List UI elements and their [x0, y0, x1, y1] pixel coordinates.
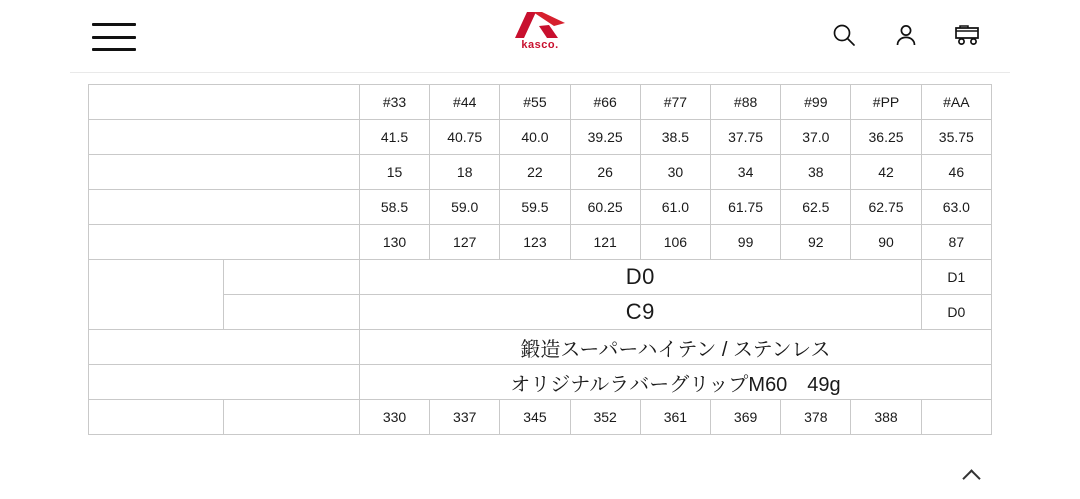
cell: 59.5: [500, 190, 570, 225]
row-header: クラブNO.: [89, 85, 360, 120]
table-row: [89, 120, 992, 155]
cell: 63.0: [921, 190, 991, 225]
spec-table: [88, 84, 992, 435]
cell: 121: [570, 225, 640, 260]
cell: 330: [359, 400, 429, 435]
cart-icon[interactable]: [951, 16, 985, 54]
cell: #99: [781, 85, 851, 120]
cell: 127: [430, 225, 500, 260]
cell: D1: [921, 260, 991, 295]
table-row: [89, 330, 992, 365]
row-header: ヘッド体積(ml): [89, 225, 360, 260]
cell: 130: [359, 225, 429, 260]
cell: 40.75: [430, 120, 500, 155]
cell: #55: [500, 85, 570, 120]
cell: 38: [781, 155, 851, 190]
cell: 36.25: [851, 120, 921, 155]
cell: 38.5: [640, 120, 710, 155]
cell: 58.5: [359, 190, 429, 225]
cell: 388: [851, 400, 921, 435]
cell: 39.25: [570, 120, 640, 155]
table-row: [89, 85, 992, 120]
cell-merged: C9: [359, 295, 921, 330]
cell: 345: [500, 400, 570, 435]
table-row: [89, 260, 992, 295]
cell: #33: [359, 85, 429, 120]
cell: [921, 400, 991, 435]
cell: 18: [430, 155, 500, 190]
row-subheader: S: [224, 260, 359, 295]
cell: 87: [921, 225, 991, 260]
row-header: ロフト角（°）: [89, 155, 360, 190]
cell-merged: オリジナルラバーグリップM60 49g: [359, 365, 991, 400]
row-subheader: R: [224, 295, 359, 330]
cell: #77: [640, 85, 710, 120]
menu-bar-2: [92, 36, 136, 39]
cell: #PP: [851, 85, 921, 120]
cell: 99: [710, 225, 780, 260]
user-icon[interactable]: [889, 16, 923, 54]
row-header: ライ角（°）: [89, 190, 360, 225]
cell: 61.75: [710, 190, 780, 225]
chevron-up-icon: [962, 469, 980, 487]
header-icon-group: [827, 16, 985, 54]
menu-icon[interactable]: [92, 23, 136, 51]
cell: 40.0: [500, 120, 570, 155]
row-header: グリップ: [89, 365, 360, 400]
cell: 123: [500, 225, 570, 260]
cell: #44: [430, 85, 500, 120]
menu-bar-3: [92, 48, 136, 51]
cell: 62.75: [851, 190, 921, 225]
logo-wordmark: kasco.: [521, 39, 559, 51]
table-row: [89, 155, 992, 190]
cell: #AA: [921, 85, 991, 120]
row-header: ヘッド素材: [89, 330, 360, 365]
scroll-to-top-button[interactable]: [950, 459, 992, 493]
table-row: [89, 190, 992, 225]
cell: #66: [570, 85, 640, 120]
cell: 37.75: [710, 120, 780, 155]
cell: 30: [640, 155, 710, 190]
cell: 361: [640, 400, 710, 435]
site-logo[interactable]: [495, 10, 585, 51]
left-margin: [0, 0, 70, 499]
cell: 41.5: [359, 120, 429, 155]
cell: #88: [710, 85, 780, 120]
cell: 22: [500, 155, 570, 190]
cell: 26: [570, 155, 640, 190]
cell: 42: [851, 155, 921, 190]
cell: 60.25: [570, 190, 640, 225]
right-margin: [1010, 0, 1080, 499]
cell: 369: [710, 400, 780, 435]
row-header: クラブ重さ（g）: [89, 400, 224, 435]
cell: 37.0: [781, 120, 851, 155]
menu-bar-1: [92, 23, 136, 26]
cell-merged: 鍛造スーパーハイテン / ステンレス: [359, 330, 991, 365]
cell: 92: [781, 225, 851, 260]
cell: 352: [570, 400, 640, 435]
cell-merged: D0: [359, 260, 921, 295]
cell: 35.75: [921, 120, 991, 155]
row-header-balance: バランス: [89, 260, 224, 330]
cell: 337: [430, 400, 500, 435]
row-header: クラブ長さ（インチ）: [89, 120, 360, 155]
site-header: [0, 0, 1080, 73]
search-icon[interactable]: [827, 16, 861, 54]
cell: 106: [640, 225, 710, 260]
cell: 59.0: [430, 190, 500, 225]
cell: D0: [921, 295, 991, 330]
cell: 61.0: [640, 190, 710, 225]
spec-table-container: [88, 84, 992, 435]
table-row: [89, 295, 992, 330]
cell: 34: [710, 155, 780, 190]
cell: 378: [781, 400, 851, 435]
cell: 62.5: [781, 190, 851, 225]
cell: 46: [921, 155, 991, 190]
cell: 90: [851, 225, 921, 260]
logo-mark-icon: [495, 10, 585, 40]
table-row: [89, 365, 992, 400]
row-subheader: S: [224, 400, 359, 435]
table-row: [89, 225, 992, 260]
table-row: [89, 400, 992, 435]
cell: 15: [359, 155, 429, 190]
